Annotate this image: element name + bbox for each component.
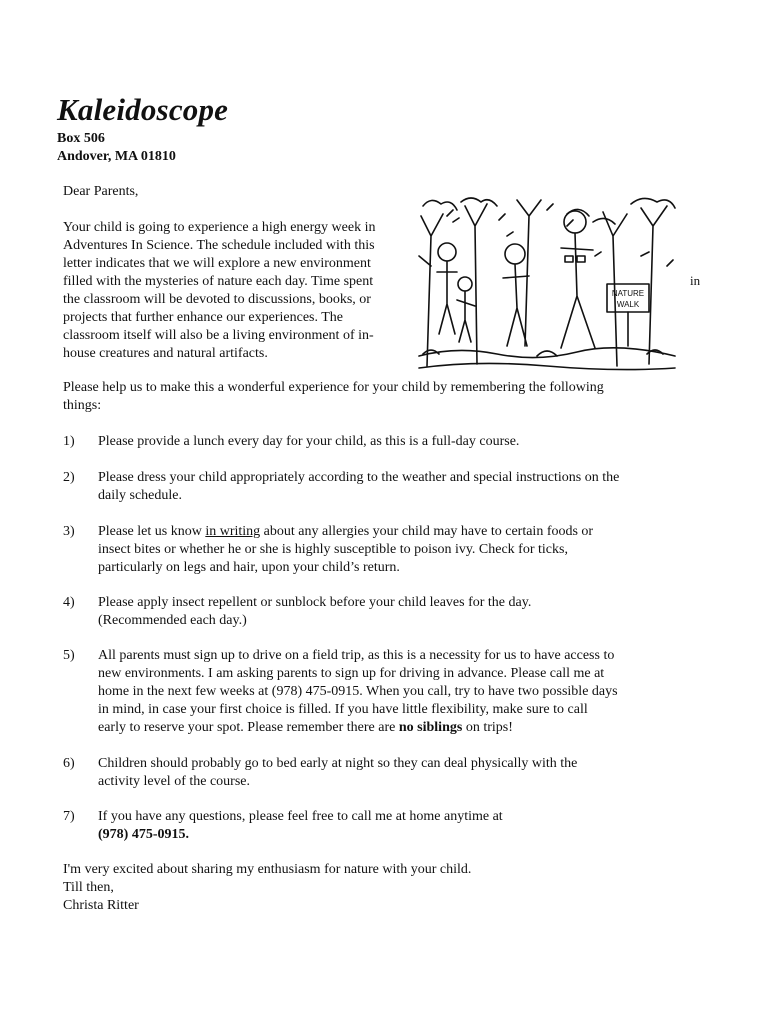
closing-line: Till then, <box>63 880 114 895</box>
intro-paragraph <box>63 219 413 363</box>
list-number: 6) <box>63 756 75 771</box>
list-item-text: insect bites or whether he or she is highly susceptible to poison ivy. Check for ticks, <box>98 542 568 557</box>
list-item-text <box>98 719 668 737</box>
list-number: 5) <box>63 648 75 663</box>
list-number: 3) <box>63 524 75 539</box>
list-item-text: Please dress your child appropriately according to the weather and special instructions on the <box>98 470 620 485</box>
list-item-text: new environments. I am asking parents to sign up for driving in advance. Please call me at <box>98 666 605 681</box>
list-number: 2) <box>63 470 75 485</box>
list-number: 1) <box>63 434 75 449</box>
address-line-1: Box 506 <box>57 131 105 146</box>
text-segment: Please let us know <box>98 524 206 539</box>
closing <box>63 861 471 915</box>
list-item-text: If you have any questions, please feel free to call me at home anytime at <box>98 809 503 824</box>
list-item-text: daily schedule. <box>98 488 182 503</box>
text-segment: about any allergies your child may have to certain foods or <box>260 524 594 539</box>
request-line: Please help us to make this a wonderful experience for your child by remembering the following <box>63 380 604 395</box>
list-number: 7) <box>63 809 75 824</box>
list-item-text: All parents must sign up to drive on a field trip, as this is a necessity for us to have access to <box>98 648 615 663</box>
text-segment: on trips! <box>462 720 513 735</box>
intro-line: letter indicates that we will explore a new environment <box>63 256 371 271</box>
list-number: 4) <box>63 595 75 610</box>
list-item-text <box>98 523 668 541</box>
list-item-text: activity level of the course. <box>98 774 250 789</box>
sign-text-line-2: WALK <box>616 300 640 309</box>
list-item-text: particularly on legs and hair, upon your child’s return. <box>98 560 400 575</box>
intro-line: the classroom will be devoted to discussions, books, or <box>63 292 371 307</box>
text-segment: early to reserve your spot. Please remember there are <box>98 720 399 735</box>
nature-walk-illustration <box>417 196 677 374</box>
stray-word: in <box>690 273 701 288</box>
underlined-emphasis: in writing <box>205 524 261 539</box>
letterhead-title: Kaleidoscope <box>57 92 229 127</box>
bold-emphasis: no siblings <box>398 720 463 735</box>
list-item-text: in mind, in case your first choice is filled. If you have little flexibility, make sure to call <box>98 702 588 717</box>
intro-line: filled with the mysteries of nature each day. Time spent <box>63 274 374 289</box>
salutation: Dear Parents, <box>63 184 139 199</box>
request-line: things: <box>63 398 102 413</box>
list-item-text: Children should probably go to bed early at night so they can deal physically with the <box>98 756 578 771</box>
signature: Christa Ritter <box>63 898 139 913</box>
address-line-2: Andover, MA 01810 <box>57 149 176 164</box>
list-item-text: Please provide a lunch every day for your child, as this is a full-day course. <box>98 434 520 449</box>
intro-line: classroom itself will also be a living environment of in- <box>63 328 374 343</box>
list-item-text: (Recommended each day.) <box>98 613 247 628</box>
intro-line: projects that further enhance our experiences. The <box>63 310 343 325</box>
intro-line: house creatures and natural artifacts. <box>63 346 268 361</box>
list-item-text: Please apply insect repellent or sunblock before your child leaves for the day. <box>98 595 532 610</box>
list-item-text: home in the next few weeks at (978) 475-0915. When you call, try to have two possible days <box>98 684 618 699</box>
phone-number: (978) 475-0915. <box>98 827 189 842</box>
request-paragraph <box>63 379 604 415</box>
closing-line: I'm very excited about sharing my enthusiasm for nature with your child. <box>63 862 472 877</box>
intro-line: Adventures In Science. The schedule included with this <box>63 238 375 253</box>
intro-line: Your child is going to experience a high energy week in <box>63 220 376 235</box>
sign-text-line-1: NATURE <box>611 289 645 298</box>
